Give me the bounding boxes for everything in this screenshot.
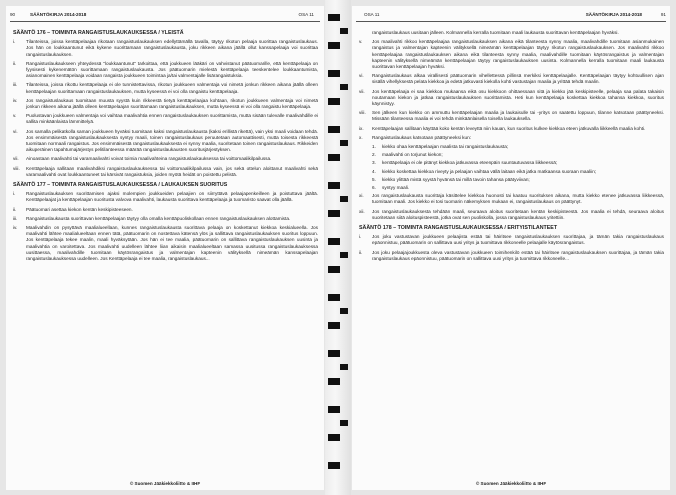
list-item	[13, 156, 318, 162]
item-num: iv.	[13, 225, 18, 231]
item-text: Päätuomari asettaa kiekon kentän keskipisteeseen.	[26, 206, 133, 212]
list-item	[359, 30, 664, 36]
index-tab	[328, 266, 340, 273]
index-tab	[328, 322, 340, 329]
item-num: v.	[13, 113, 17, 119]
sub-item-text: kiekko koskettaa kiekkoa riveyty ja pelaajan vaihtaa vällä laitaan eikä jatka matkaansa suoraan maaliin;	[382, 168, 597, 174]
sub-item-text: kiekko ohaa kenttäpelaajan maalista tai rangaistuslaukausta;	[382, 144, 509, 150]
sub-item-num: 5.	[372, 176, 376, 182]
list-item	[13, 82, 318, 94]
item-text: Jos joku vastustavan joukkueen pelaajista estää tai häiritsee rangaistuslaukauksen suorittajaa, ja tämän takia rangaistuslaukaus epäonnistuu, päätuomarin on sallittava uusi yritys ja tuomittava rikkoneelle pelaajalle käytösrangaistus.	[372, 234, 664, 246]
item-num: ii.	[359, 249, 363, 255]
item-num: ii.	[13, 60, 17, 66]
sub-item-text: kenttäpelaaja ei ole pitänyt kiekkoa jatkuvassa eteenpäin suuntautuvassa liikkeessä;	[382, 160, 558, 166]
index-tab	[328, 14, 340, 21]
index-tab	[340, 252, 348, 258]
index-tab	[328, 378, 340, 385]
item-num: i.	[359, 234, 362, 240]
sub-list-item	[372, 169, 664, 175]
list-item	[13, 207, 318, 213]
index-tab	[340, 84, 348, 90]
item-text: Tilanteissa, joissa rikottu kenttäpelaaja ei ole tunnistettavissa, rikotun joukkueen valmentaja voi nimetä jonkun rikkeen aikana jäällä olleen kenttäpelaajan suorittamaan rangaistuslaukauksen, mutta kyseessä ei voi olla rangaistu kenttäpelaaja.	[26, 82, 318, 94]
item-num: x.	[359, 134, 363, 140]
sub-list-item	[372, 160, 664, 166]
list-item	[13, 191, 318, 203]
item-num: ix.	[359, 125, 364, 131]
item-text: Jos samalla pelikatkolla saman joukkueen hyväksi tuomitaan kaksi rangaistuslaukausta (kaksi erillistä rikettä), vain yksi maali voidaan tehdä. Jos ensimmäisestä rangaistuslaukauksesta syntyy maali, toinen rangaistuslaukaus peruutetaan automaattisesti, mutta toisesta rikkeestä tuomitaan normaali rangaistus. Jos ensimmäisestä rangaistuslaukauksesta ei synny maalia, suoritetaan toinen rangaistuslaukaus. Rikkeiden aikuperäinen tapahtumajärjestys pelitilanteessa määrää rangaistuslaukausten suoritusjärjestyksen.	[26, 128, 318, 153]
left-header-rule	[10, 21, 320, 22]
item-text: Jos rangaistuslaukausta suorittaja käsittelee kiekkoa huonosti tai kaatuu suorituksen aikana, mutta kiekko etenee jatkuvassa liikkeessä, tuomitaan maali. Jos kiekko ei tosi tuomarin näkemyksen mukaan ei, rangaistuslaukaus on päättynyt.	[372, 193, 664, 205]
item-num: vi.	[359, 73, 364, 79]
item-text: Jos rangaistuslaukauksesta tehdään maali, seuraava aloitus suoritetaan kentän keskipisteestä. Jos maalia ei tehdä, seuraava aloitus suoritetaan siitä aloituspisteestä, jotka ovat sen puoliskolla, jossa rangaistuslaukaus yritettiin.	[372, 208, 664, 220]
list-item	[13, 98, 318, 110]
item-text: Rangaistuslaukausta suorittavan kenttäpelaajan täytyy olla omalla kenttäpuoliskollaan ennen rangaistuslaukauksen alottamista.	[26, 215, 291, 221]
sub-item-num: 6.	[372, 185, 376, 191]
sub-list-item	[372, 185, 664, 191]
list-item	[13, 166, 318, 178]
list-item	[359, 39, 664, 70]
sub-item-text: maalivahti on torjunut kiekon;	[382, 152, 443, 158]
right-header-osa: OSA 11	[364, 12, 380, 17]
item-num: viii.	[359, 110, 366, 116]
item-text: Jos rangaistuslaukaus tuomitaan muusta syystä kuin rikkeestä tietyä kenttäpelaajaa kohtaan, rikotun joukkueen valmentaja voi nimetä jonkun rikkeen aikana jäällä olleen kenttäpelaajan suorittamaan rangaistuslaukauksen, mutta kyseessä ei voi olla rangaistu kenttäpelaaja.	[26, 97, 318, 110]
index-tab	[328, 126, 340, 133]
sub-list-item	[372, 144, 664, 150]
index-tab	[340, 420, 348, 426]
index-tab	[328, 434, 340, 441]
item-text: Tilanteissa, joissa kenttäpelaajaa rikotaan rangaistuslaukauksen edellyttämällä tavalla, täytyy rikotun pelaaja suorittaa rangaistuslaukaus. Jos hän on loukkaantunut eikä kykene suorittamaan rangaistuslaukausta, joku rikkeen aikana jäällä ollut kanssapelaaja voi suorittaa rangaistuslaukauksen.	[26, 39, 318, 57]
sub-list-item	[372, 152, 664, 158]
left-header-osa: OSA 11	[298, 12, 314, 17]
right-footer: © Suomen Jääkiekkoliitto & IIHF	[475, 481, 547, 486]
list-item	[13, 129, 318, 154]
right-content	[359, 30, 664, 265]
item-num: iii.	[13, 82, 18, 88]
index-tab	[340, 196, 348, 202]
item-num: i.	[13, 191, 16, 197]
item-num: xi.	[359, 193, 364, 199]
right-header-title: SÄÄNTÖKIRJA 2014-2018	[585, 12, 642, 17]
index-tab	[328, 350, 340, 357]
item-num: vii.	[359, 88, 365, 94]
item-text: Jos joku pelaajajoukkuesta oleva vastustavan joukkueen toimihenkilö estää tai häiritsee rangaistuslaukauksen suorittajaa, ja tämän takia rangaistuslaukaus epäonnistuu, päätuomarin on sallittava uusi yritys ja tuomittava rikkoneelle...	[372, 249, 664, 261]
right-page-number: 91	[660, 12, 666, 17]
index-tab	[328, 154, 340, 161]
list-item	[359, 110, 664, 122]
list-item	[359, 89, 664, 108]
item-text: Kenttäpelaajan sallitaan käyttää koko kentän leveyttä niin kauan, kun suoritus kulkee kiekkoa eteen jatkuvalla liikkeellä maalia kohti.	[372, 125, 646, 131]
sub-list-item	[372, 177, 664, 183]
right-header	[352, 6, 670, 18]
left-page-number: 90	[10, 12, 16, 17]
list-item	[13, 225, 318, 262]
index-tab	[340, 28, 348, 34]
list-item	[359, 209, 664, 221]
item-text: Rangaistuslaukaus alkaa virallisesti päätuomarin vihellettessä pillinsä merkiksi kenttäpelaajalle. Kenttäpelaajan täytyy kohtuullisen ajan sisällä vihellyksestä pelata kiekkoa ja edetä jatkuvasti kiekolla kohti vastustajan maalia ja yrittää tehdä maalin.	[372, 73, 664, 85]
list-item	[359, 126, 664, 132]
sub-item-text: kiekko ylittää mistä syystä hyvänsä tai millä tavoin tahansa päätyviivan;	[382, 176, 530, 182]
item-num: vi.	[13, 128, 18, 134]
index-tab	[340, 308, 348, 314]
item-text: Jos maalivahti rikkoo kenttäpelaajaa rangaistuslaukauksen aikana eikä tilanteesta synny maalia, maalivahdille tuomitaan asianmukainen rangaistus ja valmentajan kapteenin välityksellä nimeämän kenttäpelaajan täytyy rikotun rangaistuslaukauksen. Jos maalivahti rikkoo kenttäpelaajaa rangaistuslaukauksen aikana eikä tilanteesta synny maalia, maalivahdille tuomitaan käytösrangaistus ja valmentajan kapteenin välityksellä nimeämän kenttäpelaajan täytyy rangaistuslaukauksen uusinta. Kolmannella kerralla tuomitaan maali laukausta suorittavan kenttäpelaajan hyväksi.	[372, 39, 664, 70]
item-text: Kenttäpelaaja sallitaan maalivahdiksi rangaistuslaukauksessa tai voittomaalikilpailussa vain, jos sekä ottelun aloittanut maalivahti sekä varamaalivahti ovat loukkaantuneet tai kärsivät rangaistuksia, joiden myötä heidät on poistettu pelistä.	[26, 165, 318, 177]
item-text: Sen jälkeen kun kiekko on ammuttu kenttäpelaajan maalia ja laukaisulle tai -yritys on saatettu loppuun, tilanne katsotaan päättyneeksi. Missään tilanteessa maalia ei voi tehdä minkäänlaisella toisella laukauksella.	[372, 110, 664, 122]
left-header-title: SÄÄNTÖKIRJA 2014-2018	[30, 12, 87, 17]
index-tab	[328, 98, 340, 105]
list-item	[359, 73, 664, 85]
section-title: SÄÄNTÖ 176 – TOIMINTA RANGAISTUSLAUKAUKSESSA / YLEISTÄ	[13, 30, 184, 36]
item-num: vii.	[13, 156, 19, 162]
index-tab	[328, 294, 340, 301]
index-tab	[340, 364, 348, 370]
item-num: iv.	[13, 97, 18, 103]
item-text: Rangaistuslaukauksen suorittamisen ajaksi molempien joukkueiden pelaajien on siirryttävä pelaajapenkeilleen ja poistuttava jäältä. Kenttäpelaajat ja kenttäpelaajan suoritusta valvova maalivahti, laukausta suorittava kenttäpelaaja ja tuomaristo saavat olla jäällä.	[26, 191, 318, 203]
list-item	[13, 61, 318, 80]
index-tab	[328, 70, 340, 77]
section-title: SÄÄNTÖ 177 – TOIMINTA RANGAISTUSLAUKAUKSESSA / LAUKAUKSEN SUORITUS	[13, 182, 228, 189]
list-item	[359, 234, 664, 246]
list-item	[359, 193, 664, 205]
item-num: i.	[13, 39, 16, 45]
left-header	[6, 6, 324, 18]
item-num: v.	[359, 39, 363, 45]
item-text: Ainoastaan maalivahti tai varamaalivahti voivat toimia maalivahteina rangaistuslaukauksessa tai voittomaalikilpailussa.	[26, 156, 272, 162]
sub-item-num: 3.	[372, 160, 376, 166]
list-item	[13, 113, 318, 125]
index-tab	[328, 238, 340, 245]
item-num: xii.	[359, 208, 365, 214]
spine	[325, 0, 351, 495]
right-page	[352, 6, 670, 490]
index-tab	[328, 182, 340, 189]
list-item	[359, 250, 664, 262]
item-text: Puolustavan joukkueen valmentaja voi vaihtaa maalivahtia ennen rangaistuslaukauksen suorittamista, mutta sisään tulevalle maalivahdille ei sallita minkäänlaista lämmittelyä.	[26, 113, 318, 125]
left-content	[13, 30, 318, 265]
index-tab	[328, 210, 340, 217]
left-footer: © Suomen Jääkiekkoliitto & IIHF	[129, 481, 201, 486]
index-tab	[340, 140, 348, 146]
item-num: iii.	[13, 215, 18, 221]
sub-item-text: syntyy maali.	[382, 185, 410, 191]
item-text: Maalivahdin on pysyttävä maalialueellaan, kunnes rangaistuslaukausta suorittava pelaaja on koskettanut kiekkoa keskialueella. Jos maalivahti lähtee maalialueeltaan ennen tätä, päätuomarin on nostettava kätensä ylös ja sallittava rangaistuslaukauksen suoritus loppuun. Jos kenttäpelaaja tekee maalin, maali hyväksytään. Jos hän ei tee maalia, päätuomarin on sallittava rangaistuslaukauksen uusinta ja maalivahtia on varoitettava. Jos maalivahti uudelleen lähtee liian aikaisin maalialueeltaan samassa uusitussa rangaistuslaukauksessa uusittaessa, maalivahdille tuomitaan käytösrangaistus ja valmentajan kapteenin välityksellä nimeämän kanssapelaajan rangaistuslaukauksessa uudelleen. Jos Kenttäpelaaja ei tee maalia, rangaistuslaukaus...	[26, 225, 318, 262]
list-item	[13, 39, 318, 58]
index-tab	[328, 462, 340, 469]
item-text: Jos kenttäpelaaja ei saa kiekkoa mukaansa eikä osu kiekkoon ohittaessaan sitä ja kiekko jää keskipisteelle, pelaaja saa palata takaisin noutamaan kiekon ja jatkaa rangaistuslaukauksen suorittamista. Heti kun kenttäpelaaja koskettaa kiekkoa tahansa kiekkoa, suoritus käynnistyy.	[372, 88, 664, 107]
list-item	[13, 216, 318, 222]
item-text: Rangaistuslaukaus katsotaan päättyneeksi kun:	[372, 134, 472, 140]
sub-item-num: 2.	[372, 152, 376, 158]
right-header-rule	[356, 21, 666, 22]
item-text: Rangaistuslaukaukseen yhteydessä "loukkaantunut" tarkoittaa, että joukkueen lääkäri on vahvistanut päätuomarille, että kenttäpelaaja on fyysisesti kykenemätön suorittamaan rangaistuslaukausta. Jos päätuomarin mielestä kenttäpelaaja teeskentelee loukkaantumista, asianomainen kenttäpelaaja voidaan rangaista joukkueen toimintaa ja/tai valmentajalle lisärangaistuksia.	[26, 60, 318, 79]
left-page	[6, 6, 324, 490]
sub-item-num: 4.	[372, 168, 376, 174]
item-num: viii.	[13, 165, 20, 171]
section-title: SÄÄNTÖ 178 – TOIMINTA RANGAISTUSLAUKAUKSESSA / ERITYISTILANTEET	[359, 225, 558, 232]
item-num: ii.	[13, 206, 17, 212]
continuation-text: rangaistuslaukaus uusitaan jälleen. Kolmannella kerralla tuomitaan maali laukausta suorittavan kenttäpelaajan hyväksi.	[372, 30, 619, 35]
index-tab	[328, 42, 340, 49]
index-tab	[328, 406, 340, 413]
sub-item-num: 1.	[372, 144, 376, 150]
list-item	[359, 135, 664, 141]
